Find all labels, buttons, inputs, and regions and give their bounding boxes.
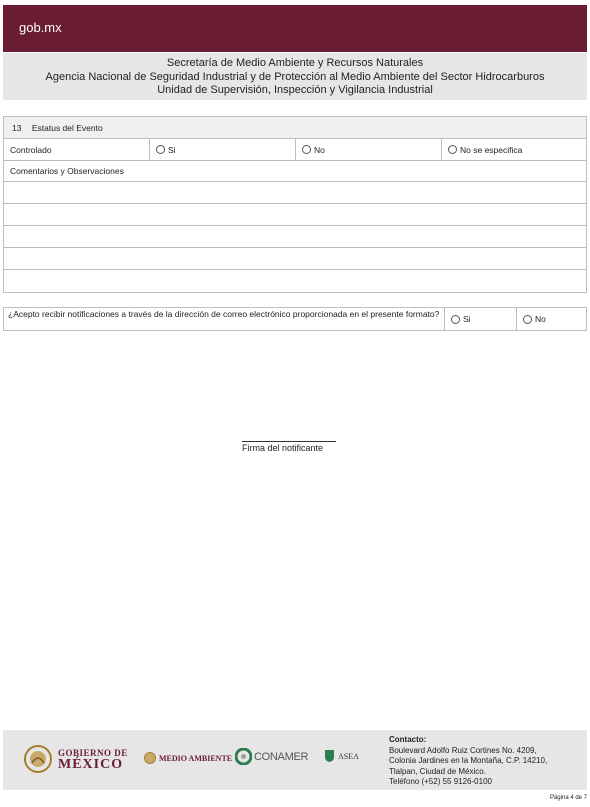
conamer-emblem-icon (235, 748, 252, 765)
medio-ambiente-emblem-icon (144, 751, 156, 765)
header-line-1: Secretaría de Medio Ambiente y Recursos Naturales (166, 57, 424, 69)
option-no-label: No (314, 144, 325, 155)
contact-address-3: Tlalpan, Ciudad de México. (389, 766, 486, 776)
section-number: 13 (12, 123, 22, 133)
comments-line-3[interactable] (4, 226, 586, 248)
contact-block (389, 735, 547, 788)
consent-si-cell[interactable] (445, 308, 517, 330)
controlled-label (4, 139, 150, 160)
consent-row (4, 308, 586, 330)
controlled-label-text: Controlado (10, 144, 52, 155)
header-line-3: Unidad de Supervisión, Inspección y Vigilancia Industrial (157, 84, 433, 96)
section-title: Estatus del Evento (31, 123, 103, 133)
gobierno-mexico-wordmark (58, 748, 128, 770)
option-no-especifica-cell[interactable] (442, 139, 586, 160)
consent-radio-si[interactable] (451, 315, 460, 324)
contact-title: Contacto: (389, 735, 427, 744)
gobmx-topbar (3, 5, 587, 52)
conamer-text: CONAMER (254, 750, 309, 763)
comments-line-4[interactable] (4, 248, 586, 270)
footer-bar (3, 730, 587, 790)
gobierno-mexico-logo (23, 744, 53, 779)
gobierno-text: GOBIERNO DE (58, 748, 128, 758)
comments-label: Comentarios y Observaciones (4, 161, 586, 182)
medio-ambiente-text: MEDIO AMBIENTE (159, 753, 233, 763)
medio-ambiente-logo (144, 751, 232, 765)
asea-logo (324, 749, 359, 763)
consent-question: ¿Acepto recibir notificaciones a través de la dirección de correo electrónico proporcionada en el presente formato? (4, 308, 445, 330)
consent-radio-no[interactable] (523, 315, 532, 324)
radio-no-especifica[interactable] (448, 145, 457, 154)
comments-line-5[interactable] (4, 270, 586, 292)
asea-shield-icon (324, 749, 335, 763)
comments-line-1[interactable] (4, 182, 586, 204)
contact-address-2: Colonia Jardines en la Montaña, C.P. 14210, (389, 756, 548, 765)
signature-label: Firma del notificante (242, 443, 324, 453)
signature-line (242, 441, 336, 442)
document-header (3, 53, 587, 100)
option-no-especifica-label: No se especifica (460, 144, 523, 155)
consent-table (3, 307, 587, 331)
consent-no-cell[interactable] (517, 308, 586, 330)
contact-phone: Teléfono (+52) 55 9126-0100 (389, 777, 492, 786)
event-status-table (3, 116, 587, 293)
option-si-label: Si (168, 144, 176, 155)
header-line-2: Agencia Nacional de Seguridad Industrial y de Protección al Medio Ambiente del Sector Hidrocarburos (45, 70, 545, 83)
mexico-text: MÉXICO (58, 757, 124, 772)
consent-no-label: No (535, 314, 546, 324)
option-si-cell[interactable] (150, 139, 296, 160)
radio-si[interactable] (156, 145, 165, 154)
contact-address-1: Boulevard Adolfo Ruiz Cortines No. 4209, (389, 745, 537, 755)
controlled-row (4, 139, 586, 161)
option-no-cell[interactable] (296, 139, 442, 160)
page-indicator: Página 4 de 7 (549, 795, 587, 801)
conamer-logo (235, 748, 308, 765)
gobmx-brand-link[interactable]: gob.mx (19, 20, 62, 35)
eagle-seal-icon (23, 744, 53, 774)
consent-si-label: Si (463, 314, 471, 324)
asea-text: ASEA (338, 751, 359, 761)
comments-line-2[interactable] (4, 204, 586, 226)
radio-no[interactable] (302, 145, 311, 154)
section-heading (4, 117, 586, 139)
